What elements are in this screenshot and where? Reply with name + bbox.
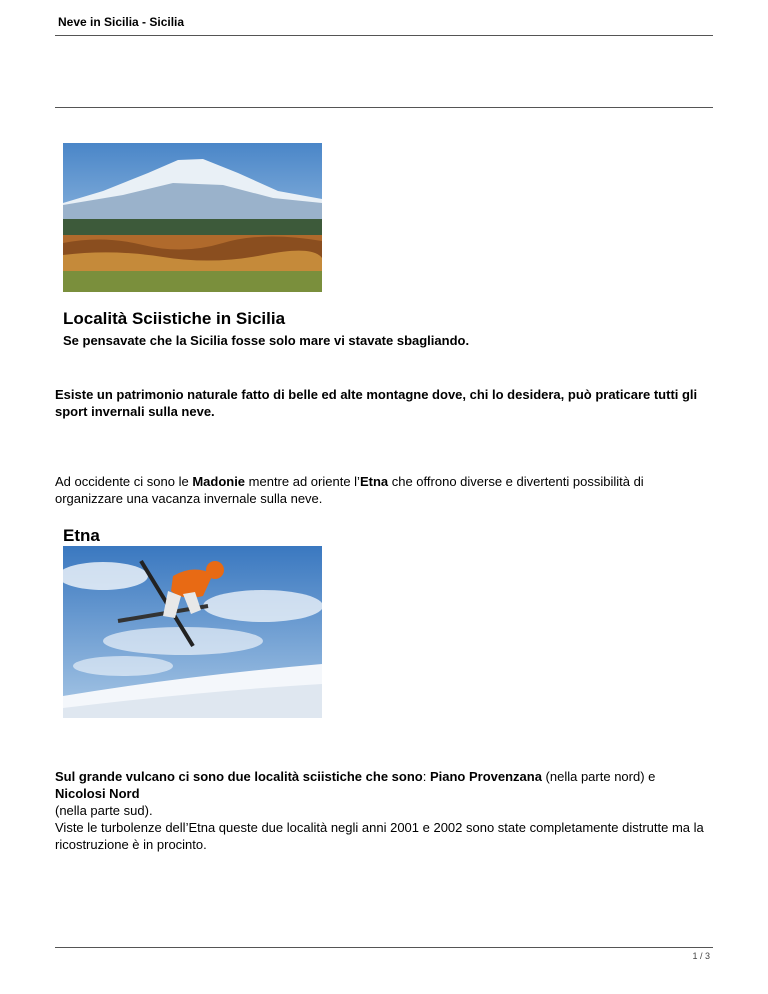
text-segment: (nella parte nord) e (541, 769, 656, 784)
text-segment: (nella parte sud). (55, 803, 153, 818)
skier-jump-image (63, 546, 322, 718)
section-divider (55, 107, 713, 108)
etna-mountain-image (63, 143, 322, 292)
section-title-etna: Etna (63, 526, 100, 545)
section-subtitle: Se pensavate che la Sicilia fosse solo mare vi stavate sbagliando. (63, 333, 470, 348)
text-segment: Viste le turbolenze dell’Etna queste due località negli anni 2001 e 2002 sono state completamente distrutte ma la ricostruzione è in procinto. (55, 820, 704, 852)
document-header-title: Neve in Sicilia - Sicilia (58, 15, 185, 29)
footer-divider (55, 947, 713, 948)
text-segment: Ad occidente ci sono le (55, 474, 193, 489)
section-title-ski-resorts: Località Sciistiche in Sicilia (63, 309, 286, 328)
text-segment: mentre ad oriente l’ (245, 474, 360, 489)
text-bold-segment: Sul grande vulcano ci sono due località sciistiche che sono (55, 769, 423, 784)
text-segment: : (422, 769, 430, 784)
page-number: 1 / 3 (692, 951, 710, 961)
regions-paragraph (55, 473, 715, 507)
piano-provenzana-highlight: Piano Provenzana (429, 769, 542, 784)
intro-paragraph: Esiste un patrimonio naturale fatto di belle ed alte montagne dove, chi lo desidera, può praticare tutti gli sport invernali sulla neve. (55, 387, 698, 419)
etna-highlight: Etna (359, 474, 389, 489)
etna-resorts-paragraph (55, 768, 715, 853)
header-divider (55, 35, 713, 36)
nicolosi-nord-highlight: Nicolosi Nord (55, 786, 140, 801)
text-segment: che offrono diverse e divertenti possibilità di organizzare una vacanza invernale sulla neve. (55, 474, 644, 506)
madonie-highlight: Madonie (192, 474, 246, 489)
